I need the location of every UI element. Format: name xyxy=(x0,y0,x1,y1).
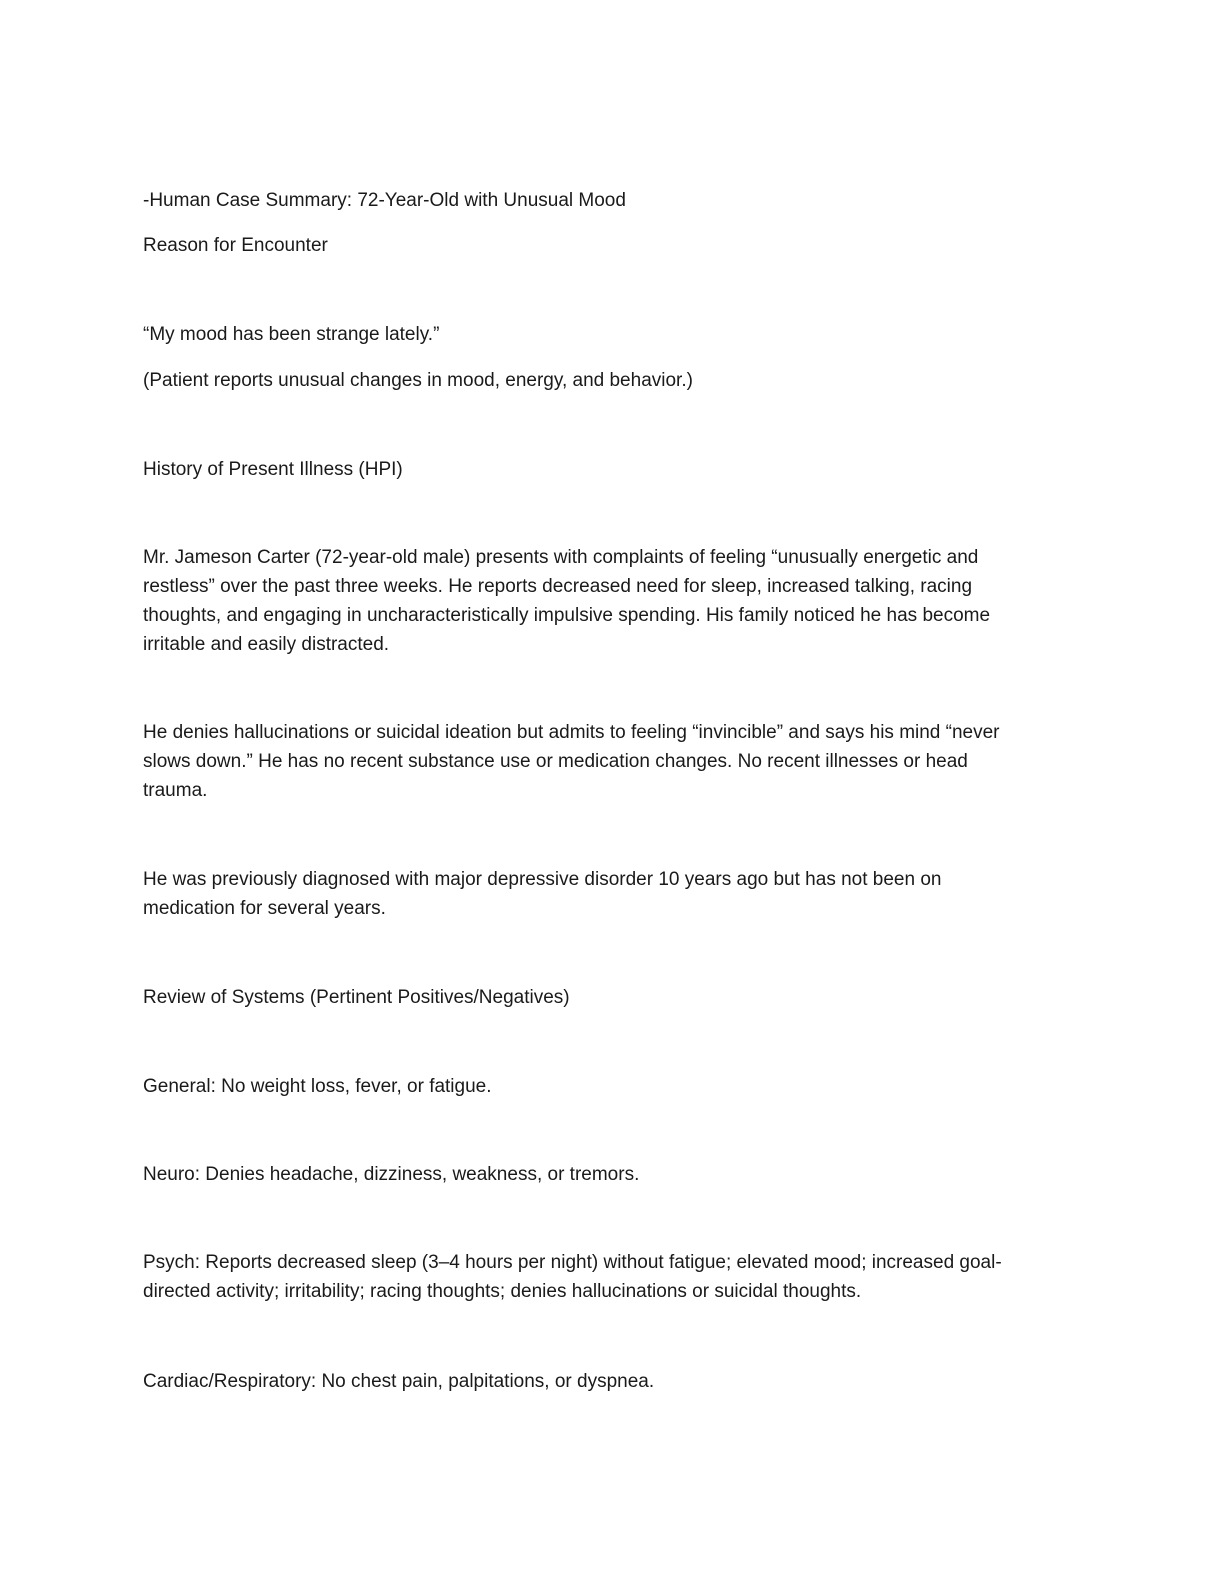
hpi-paragraph-1 xyxy=(143,543,1078,659)
hpi-paragraph-1-line: thoughts, and engaging in uncharacteristically impulsive spending. His family noticed he has become xyxy=(143,605,991,626)
document-title: -Human Case Summary: 72-Year-Old with Unusual Mood xyxy=(143,190,626,211)
hpi-paragraph-3-line: He was previously diagnosed with major depressive disorder 10 years ago but has not been on xyxy=(143,869,942,890)
ros-psych-line: Psych: Reports decreased sleep (3–4 hours per night) without fatigue; elevated mood; increased goal- xyxy=(143,1252,1002,1273)
hpi-paragraph-1-line: irritable and easily distracted. xyxy=(143,634,390,655)
hpi-paragraph-2-line: He denies hallucinations or suicidal ideation but admits to feeling “invincible” and says his mind “never xyxy=(143,722,1000,743)
ros-psych xyxy=(143,1248,1078,1306)
hpi-paragraph-1-line: restless” over the past three weeks. He reports decreased need for sleep, increased talking, racing xyxy=(143,576,973,597)
chief-complaint: “My mood has been strange lately.” xyxy=(143,324,440,345)
ros-general: General: No weight loss, fever, or fatigue. xyxy=(143,1076,492,1097)
hpi-paragraph-2 xyxy=(143,718,1078,805)
hpi-paragraph-2-line: slows down.” He has no recent substance use or medication changes. No recent illnesses or head xyxy=(143,751,968,772)
hpi-paragraph-2-line: trauma. xyxy=(143,780,208,801)
reason-heading: Reason for Encounter xyxy=(143,235,328,256)
ros-heading: Review of Systems (Pertinent Positives/Negatives) xyxy=(143,987,570,1008)
chief-complaint-note: (Patient reports unusual changes in mood, energy, and behavior.) xyxy=(143,370,693,391)
ros-neuro: Neuro: Denies headache, dizziness, weakness, or tremors. xyxy=(143,1164,640,1185)
ros-cardiac-respiratory: Cardiac/Respiratory: No chest pain, palpitations, or dyspnea. xyxy=(143,1371,655,1392)
hpi-paragraph-3 xyxy=(143,865,1078,923)
ros-psych-line: directed activity; irritability; racing thoughts; denies hallucinations or suicidal thoughts. xyxy=(143,1281,862,1302)
hpi-paragraph-3-line: medication for several years. xyxy=(143,898,386,919)
hpi-paragraph-1-line: Mr. Jameson Carter (72-year-old male) presents with complaints of feeling “unusually energetic and xyxy=(143,547,979,568)
hpi-heading: History of Present Illness (HPI) xyxy=(143,459,403,480)
